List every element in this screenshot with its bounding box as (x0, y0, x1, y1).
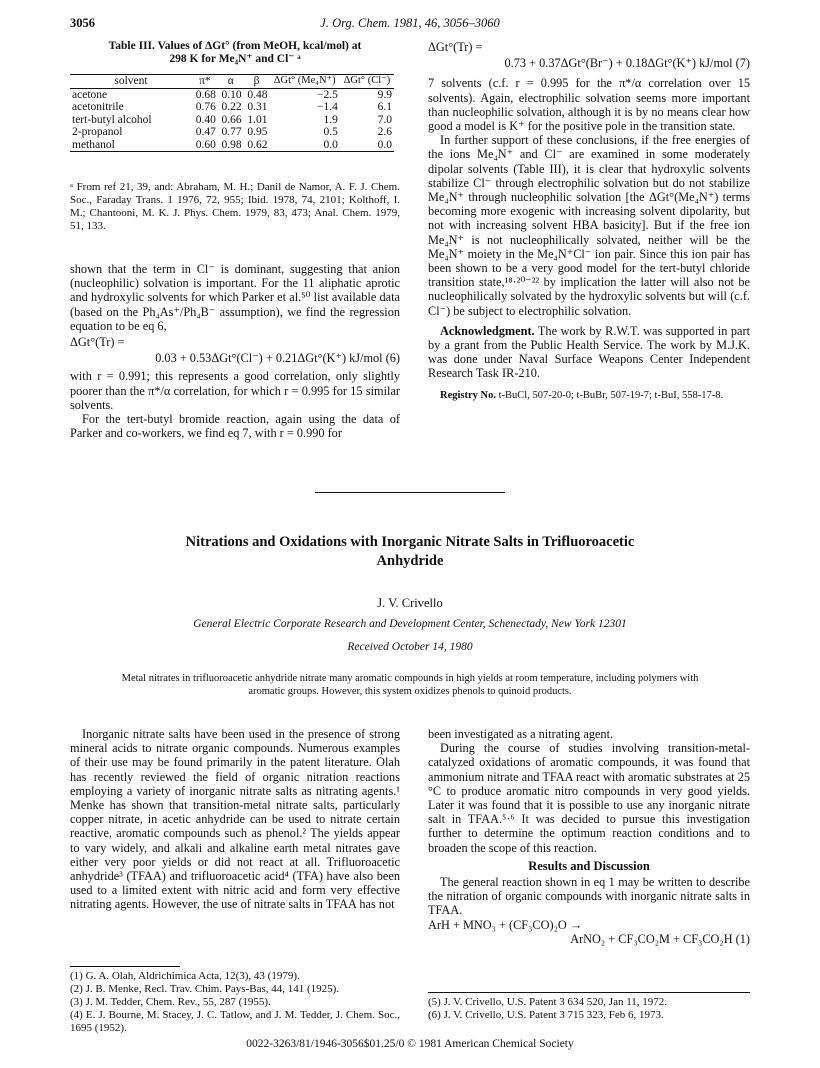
right-footnotes (428, 996, 750, 1022)
footnote: (1) G. A. Olah, Aldrichimica Acta, 12(3), 43 (1979). (70, 970, 300, 982)
paragraph: During the course of studies involving transition-metal-catalyzed oxidations of aromatic compounds, it was found that ammonium nitrate and TFAA react with aromatic substrates at 25 °C to produce aromatic nitro compounds in very good yields. Later it was found that it is possible to use any inorganic nitrate salt in TFAA.⁵·⁶ It was decided to pursue this investigation further to determine the optimum reaction conditions and to broaden the scope of this reaction. (428, 741, 750, 855)
footnote: (5) J. V. Crivello, U.S. Patent 3 634 520, Jan 11, 1972. (428, 996, 668, 1008)
paragraph: Inorganic nitrate salts have been used in the presence of strong mineral acids to nitrate organic compounds. Numerous examples of their use may be found primarily in the patent literature. Olah has recently reviewed the field of organic nitration reactions employing a variety of inorganic nitrate salts as nitrating agents.¹ Menke has shown that transition-metal nitrate salts, particularly copper nitrate, in acetic anhydride can be used to nitrate certain reactive, aromatic compounds such as phenol.² The yields appear to vary widely, and alkali and alkaline earth metal nitrates gave either very poor yields or did not react at all. Trifluoroacetic anhydride³ (TFAA) and trifluoroacetic acid⁴ (TFA) have also been used to a limited extent with nitric acid and form very effective nitrating agents. However, the use of nitrate salts in TFAA has not (70, 727, 400, 912)
table-cell: 0.47 (195, 126, 216, 138)
table-iii (70, 74, 394, 152)
footnote: (6) J. V. Crivello, U.S. Patent 3 715 323, Feb 6, 1973. (428, 1009, 664, 1021)
acknowledgment-text: The work by R.W.T. was supported in part by a grant from the Public Health Service. The work by M.J.K. was done under Naval Surface Weapons Center Independent Research Task IR-210. (428, 323, 750, 381)
table-cell: 0.62 (247, 138, 268, 151)
table-caption-line1: Table III. Values of ΔGt° (from MeOH, kcal/mol) at (108, 40, 362, 52)
table-cell: 6.1 (377, 101, 392, 113)
received-date: Received October 14, 1980 (347, 641, 473, 653)
table-cell: acetone (72, 88, 108, 101)
table-cell: 0.48 (247, 88, 268, 101)
table-cell: 0.31 (247, 101, 268, 113)
table-cell: 0.22 (221, 101, 242, 113)
left-column-bottom (70, 727, 400, 912)
footnote-rule (428, 992, 750, 993)
table-cell: 0.40 (195, 113, 216, 126)
article-affiliation: General Electric Corporate Research and Development Center, Schenectady, New York 12301 (193, 618, 627, 630)
paragraph: For the tert-butyl bromide reaction, again using the data of Parker and co-workers, we find eq 7, with r = 0.990 for (70, 412, 400, 441)
equation-6-lhs: ΔGt°(Tr) = (70, 335, 125, 350)
paragraph: 7 solvents (c.f. r = 0.995 for the π*/α correlation over 15 solvents). Again, electrophilic solvation seems more important than nucleophilic solvation, although it is by no means clear how good a model is K⁺ for the positive pole in the transition state. (428, 76, 750, 134)
table-header-cell: α (227, 75, 234, 87)
footnote: (4) E. J. Bourne, M. Stacey, J. C. Tatlow, and J. M. Tedder, J. Chem. Soc., 1695 (1952). (70, 1009, 400, 1034)
table-header-cell: π* (199, 75, 211, 87)
equation-1-lhs: ArH + MNO₃ + (CF₃CO)₂O → (428, 917, 583, 932)
table-cell: 2-propanol (72, 126, 123, 138)
right-column-top (428, 40, 750, 402)
acknowledgment-label: Acknowledgment. (440, 323, 535, 338)
table-cell: 1.01 (247, 113, 268, 126)
footnote-rule (70, 966, 180, 967)
table-row (70, 126, 394, 139)
table-cell: tert-butyl alcohol (72, 113, 152, 126)
journal-name: J. Org. Chem. (320, 16, 391, 30)
footnote: (3) J. M. Tedder, Chem. Rev., 55, 287 (1955). (70, 996, 271, 1008)
article-title-line2: Anhydride (376, 553, 444, 569)
registry-text: t-BuCl, 507-20-0; t-BuBr, 507-19-7; t-BuI, 558-17-8. (498, 389, 724, 401)
article-author: J. V. Crivello (377, 596, 443, 610)
equation-1: ArNO₂ + CF₃CO₂M + CF₃CO₂H (1) (570, 931, 750, 946)
journal-volume: 46, (424, 16, 441, 30)
running-header (70, 16, 750, 34)
table-cell: −2.5 (317, 88, 338, 101)
table-header-cell: ΔGt° (Me₄N⁺) (273, 75, 336, 86)
acknowledgment (428, 324, 750, 381)
table-cell: 0.77 (221, 126, 242, 138)
table-footnote: ᵃ From ref 21, 39, and: Abraham, M. H.; Danil de Namor, A. F. J. Chem. Soc., Faraday Trans. 1 1976, 72, 955; Ibid. 1978, 74, 2101; Kolthoff, I. M.; Chantooni, M. K. J. Phys. Chem. 1979, 83, 473; Anal. Chem. 1979, 51, 133. (70, 181, 400, 232)
equation-7: 0.73 + 0.37ΔGt°(Br⁻) + 0.18ΔGt°(K⁺) kJ/mol (7) (504, 56, 750, 71)
paragraph: with r = 0.991; this represents a good correlation, only slightly poorer than the π*/α correlation, for which r = 0.995 for 15 similar solvents. (70, 369, 400, 412)
page-footer: 0022-3263/81/1946-3056$01.25/0 © 1981 American Chemical Society (246, 1038, 574, 1050)
table-caption-line2: 298 K for Me₄N⁺ and Cl⁻ ᵃ (169, 53, 301, 65)
table-header-row (70, 75, 394, 89)
table-cell: 0.0 (323, 138, 338, 151)
left-column-top (70, 262, 400, 440)
table-header-cell: β (253, 75, 260, 87)
table-body (70, 88, 394, 152)
article-title-line1: Nitrations and Oxidations with Inorganic Nitrate Salts in Trifluoroacetic (185, 534, 635, 550)
table-cell: 2.6 (377, 126, 392, 138)
page-number: 3056 (70, 16, 95, 30)
table-row (70, 88, 394, 101)
table-caption (70, 40, 400, 66)
registry-numbers (428, 389, 750, 402)
table-row (70, 114, 394, 127)
section-heading: Results and Discussion (528, 858, 650, 873)
table-cell: 0.76 (195, 101, 216, 113)
equation-6: 0.03 + 0.53ΔGt°(Cl⁻) + 0.21ΔGt°(K⁺) kJ/mol (6) (155, 351, 400, 366)
table-cell: 0.98 (221, 138, 242, 151)
table-cell: 9.9 (377, 88, 392, 101)
journal-pages: 3056–3060 (443, 16, 500, 30)
registry-label: Registry No. (440, 389, 496, 401)
right-column-bottom (428, 727, 750, 946)
table-cell: 1.9 (323, 113, 338, 126)
paragraph: The general reaction shown in eq 1 may be written to describe the nitration of organic compounds with inorganic nitrate salts in TFAA. (428, 875, 750, 918)
article-title (90, 533, 730, 571)
journal-year: 1981, (393, 16, 422, 30)
table-cell: 0.68 (195, 88, 216, 101)
section-divider (315, 492, 505, 493)
table-header-cell: solvent (114, 75, 148, 87)
journal-citation (70, 16, 750, 31)
table-cell: −1.4 (317, 101, 338, 113)
table-cell: 0.10 (221, 88, 242, 101)
table-row (70, 139, 394, 152)
table-cell: 7.0 (377, 113, 392, 126)
table-cell: 0.95 (247, 126, 268, 138)
table-header-cell: ΔGt° (Cl⁻) (343, 75, 391, 86)
table-cell: 0.66 (221, 113, 242, 126)
footnote: (2) J. B. Menke, Recl. Trav. Chim. Pays-Bas, 44, 141 (1925). (70, 983, 340, 995)
table-cell: 0.60 (195, 138, 216, 151)
paragraph: been investigated as a nitrating agent. (428, 727, 614, 741)
article-abstract: Metal nitrates in trifluoroacetic anhydride nitrate many aromatic compounds in high yields at room temperature, including polymers with aromatic groups. However, this system oxidizes phenols to quinoid products. (121, 673, 699, 697)
equation-7-lhs: ΔGt°(Tr) = (428, 40, 483, 54)
table-cell: acetonitrile (72, 101, 124, 113)
paragraph: In further support of these conclusions, if the free energies of the ions Me₄N⁺ and Cl⁻ are examined in some moderately dipolar solvents (Table III), it is clear that hydroxylic solvents stabilize Cl⁻ through electrophilic solvation but do not stabilize Me₄N⁺ through nucleophilic solvation [the ΔGt°(Me₄N⁺) terms becoming more exogenic with increasing solvent dipolarity, but not with increasing solvent HBA basicity]. But if the free ion Me₄N⁺ is not nucleophilically solvated, neither will be the Me₄N⁺ moiety in the Me₄N⁺Cl⁻ ion pair. Since this ion pair has been shown to be a very good model for the tert-butyl chloride transition state,¹⁸·²⁰⁻²² by implication the latter will also not be nucleophilically solvated by the hydroxylic solvents but will (c.f. Cl⁻) be subject to electrophilic solvation. (428, 133, 750, 318)
paragraph: shown that the term in Cl⁻ is dominant, suggesting that anion (nucleophilic) solvation is important. For the 11 aliphatic aprotic and hydroxylic solvents for which Parker et al.⁵⁰ list available data (based on the Ph₄As⁺/Ph₄B⁻ assumption), we find the regression equation to be eq 6, (70, 262, 400, 333)
table-cell: 0.0 (377, 138, 392, 151)
table-cell: methanol (72, 138, 115, 151)
table-cell: 0.5 (323, 126, 338, 138)
table-row (70, 101, 394, 114)
left-footnotes (70, 970, 400, 1035)
